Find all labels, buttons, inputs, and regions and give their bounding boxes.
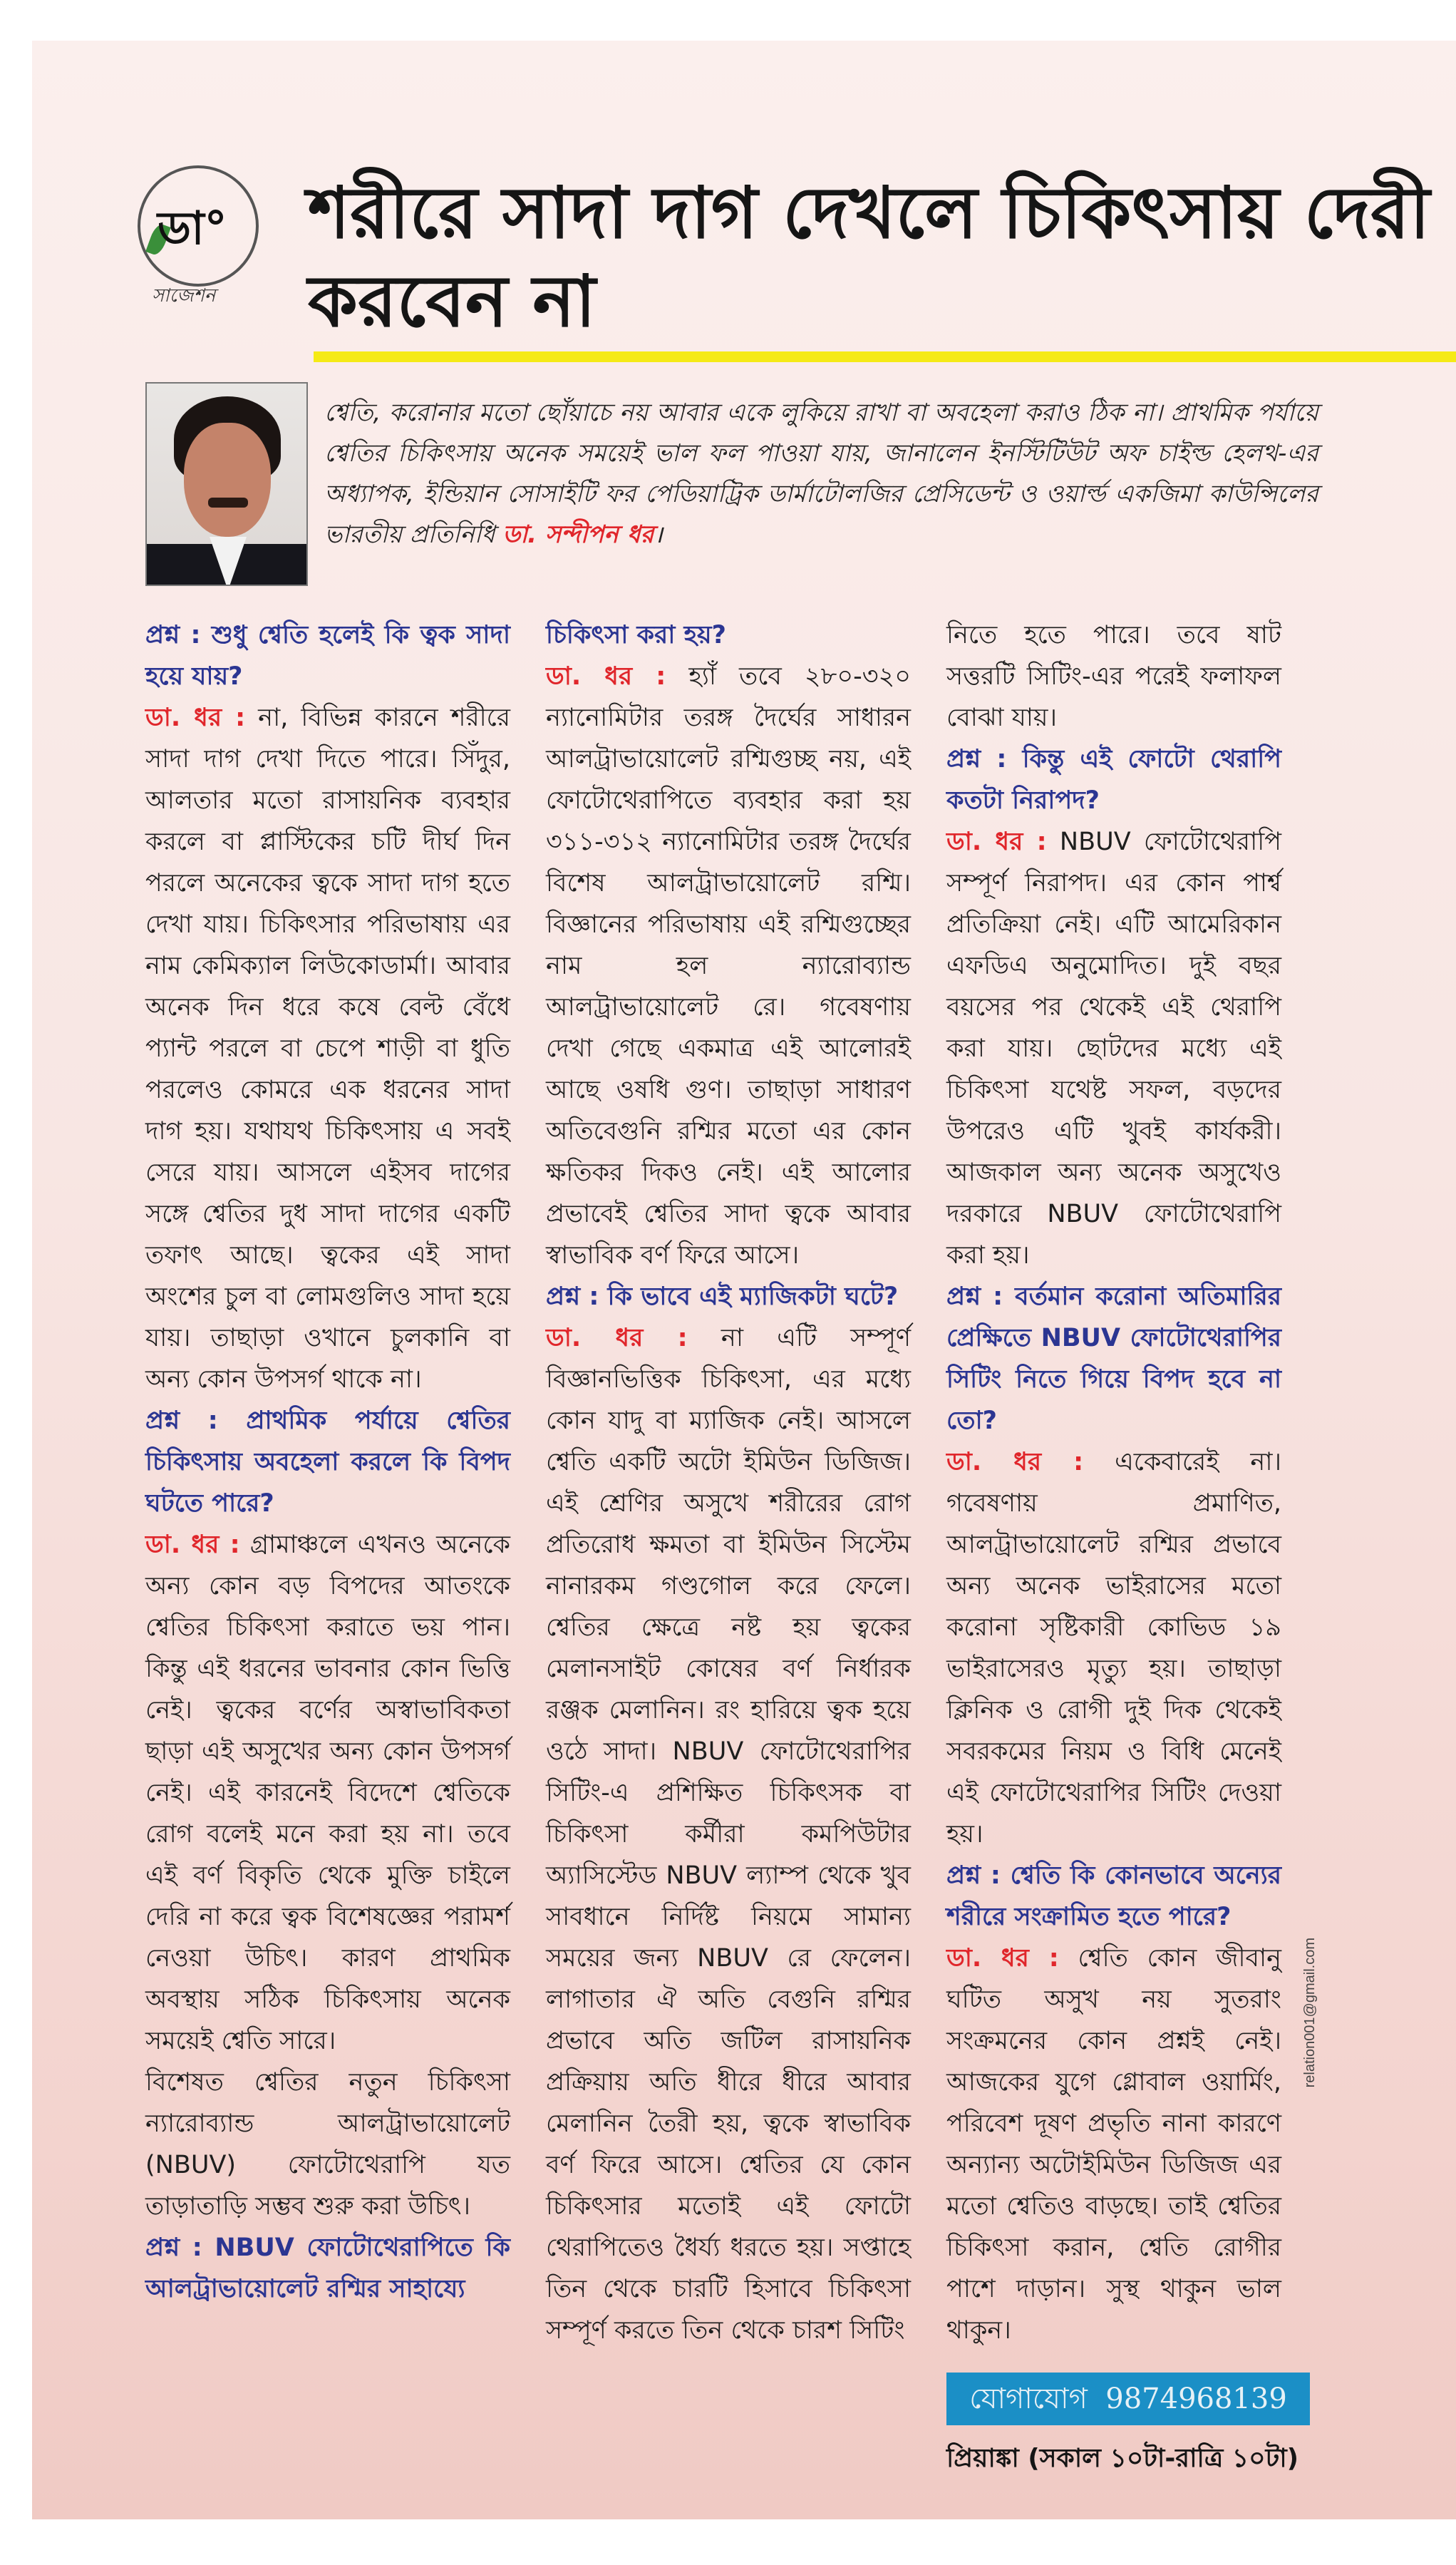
answer-label: ডা. ধর : (946, 828, 1047, 856)
answer (946, 821, 1281, 1276)
contact-label: যোগাযোগ (969, 2382, 1088, 2415)
paragraph (946, 615, 1281, 739)
paragraph (145, 2062, 510, 2227)
answer (946, 1441, 1281, 1855)
column-3 (946, 615, 1324, 2477)
answer (145, 697, 510, 1400)
text: চিকিৎসা করা হয়? (546, 621, 726, 649)
answer (546, 656, 911, 1276)
doctor-photo (145, 382, 308, 586)
answer-label: ডা. ধর : (946, 1448, 1084, 1476)
question (546, 1276, 911, 1317)
intro-section (145, 382, 1456, 586)
answer-label: ডা. ধর : (145, 704, 246, 732)
text: প্রশ্ন : বর্তমান করোনা অতিমারির প্রেক্ষিতে NBUV ফোটোথেরাপির সিটিং নিতে গিয়ে বিপদ হবে না তো? (946, 1282, 1281, 1435)
question (946, 739, 1281, 821)
question (946, 1276, 1281, 1441)
doctor-suggestion-logo (123, 160, 277, 306)
logo-main-text: ডা° (158, 202, 227, 255)
answer (145, 1524, 510, 2062)
contact-phone[interactable]: 9874968139 (1105, 2382, 1287, 2415)
answer-label: ডা. ধর : (546, 1324, 688, 1352)
text: শ্বেতি কোন জীবানু ঘটিত অসুখ নয় সুতরাং সংক্রমনের কোন প্রশ্নই নেই। আজকের যুগে গ্লোবাল ওয়ার্মিং, পরিবেশ দূষণ প্রভৃতি নানা কারণে অন্যান্য অটোইমিউন ডিজিজ এর মতো শ্বেতিও বাড়ছে। তাই শ্বেতির চিকিৎসা করান, শ্বেতি রোগীর পাশে দাড়ান। সুস্থ থাকুন ভাল থাকুন। (946, 1944, 1281, 2345)
article-columns (145, 615, 1456, 2477)
intro-paragraph (324, 393, 1318, 555)
intro-end: । (654, 520, 664, 549)
answer (946, 1938, 1318, 2351)
text: হ্যাঁ তবে ২৮০-৩২০ ন্যানোমিটার তরঙ্গ দৈর্ঘের সাধারন আলট্রাভায়োলেট রশ্মিগুচ্ছ নয়, এই ফোটোথেরাপিতে ব্যবহার করা হয় ৩১১-৩১২ ন্যানোমিটার তরঙ্গ দৈর্ঘের বিশেষ আলট্রাভায়োলেট রশ্মি। বিজ্ঞানের পরিভাষায় এই রশ্মিগুচ্ছের নাম হল ন্যারোব্যান্ড আলট্রাভায়োলেট রে। গবেষণায় দেখা গেছে একমাত্র এই আলোরই আছে ওষধি গুণ। তাছাড়া সাধারণ অতিবেগুনি রশ্মির মতো এর কোন ক্ষতিকর দিকও নেই। এই আলোর প্রভাবেই শ্বেতির সাদা ত্বকে আবার স্বাভাবিক বর্ণ ফিরে আসে। (546, 662, 911, 1270)
text: একেবারেই না। গবেষণায় প্রমাণিত, আলট্রাভায়োলেট রশ্মির প্রভাবে অন্য অনেক ভাইরাসের মতো করোনা সৃষ্টিকারী কোভিড ১৯ ভাইরাসেরও মৃত্যু হয়। তাছাড়া ক্লিনিক ও রোগী দুই দিক থেকেই সবরকমের নিয়ম ও বিধি মেনেই এই ফোটোথেরাপির সিটিং দেওয়া হয়। (946, 1448, 1281, 1849)
headline: শরীরে সাদা দাগ দেখলে চিকিৎসায় দেরী করবেন না (308, 171, 1430, 343)
logo-sub-text: সাজেশন (152, 285, 216, 307)
text: বিশেষত শ্বেতির নতুন চিকিৎসা ন্যারোব্যান্ড আলট্রাভায়োলেট (NBUV) ফোটোথেরাপি যত তাড়াতাড়ি সম্ভব শুরু করা উচিৎ। (145, 2068, 510, 2221)
column-2 (546, 615, 911, 2351)
header (32, 41, 1456, 362)
text: প্রশ্ন : প্রাথমিক পর্যায়ে শ্বেতির চিকিৎসায় অবহেলা করলে কি বিপদ ঘটতে পারে? (145, 1407, 510, 1518)
text: প্রশ্ন : শ্বেতি কি কোনভাবে অন্যের শরীরে সংক্রামিত হতে পারে? (946, 1861, 1281, 1931)
answer-label: ডা. ধর : (145, 1531, 240, 1559)
intro-text: শ্বেতি, করোনার মতো ছোঁয়াচে নয় আবার একে লুকিয়ে রাখা বা অবহেলা করাও ঠিক না। প্রাথমিক পর্যায়ে শ্বেতির চিকিৎসায় অনেক সময়েই ভাল ফল পাওয়া যায়, জানালেন ইনস্টিটিউট অফ চাইল্ড হেলথ-এর অধ্যাপক, ইন্ডিয়ান সোসাইটি ফর পেডিয়াট্রিক ডার্মাটোলজির প্রেসিডেন্ট ও ওয়ার্ল্ড একজিমা কাউন্সিলের ভারতীয় প্রতিনিধি (324, 399, 1318, 549)
contact-hours: প্রিয়াঙ্কা (সকাল ১০টা-রাত্রি ১০টা) (946, 2444, 1299, 2473)
column-1 (145, 615, 510, 2310)
column-3-body (946, 615, 1318, 2351)
text: NBUV ফোটোথেরাপি সম্পূর্ণ নিরাপদ। এর কোন পার্শ্ব প্রতিক্রিয়া নেই। এটি আমেরিকান এফডিএ অনুমোদিত। দুই বছর বয়সের পর থেকেই এই থেরাপি করা যায়। ছোটদের মধ্যে এই চিকিৎসা যথেষ্ট সফল, বড়দের উপরেও এটি খুবই কার্যকরী। আজকাল অন্য অনেক অসুখেও দরকারে NBUV ফোটোথেরাপি করা হয়। (946, 828, 1281, 1270)
text: না, বিভিন্ন কারনে শরীরে সাদা দাগ দেখা দিতে পারে। সিঁদুর, আলতার মতো রাসায়নিক ব্যবহার করলে বা প্লাস্টিকের চটি দীর্ঘ দিন পরলে অনেকের ত্বকে সাদা দাগ হতে দেখা যায়। চিকিৎসার পরিভাষায় এর নাম কেমিক্যাল লিউকোডার্মা। আবার অনেক দিন ধরে কষে বেল্ট বেঁধে প্যান্ট পরলে বা চেপে শাড়ী বা ধুতি পরলেও কোমরে এক ধরনের সাদা দাগ হয়। যথাযথ চিকিৎসায় এ সবই সেরে যায়। আসলে এইসব দাগের সঙ্গে শ্বেতির দুধ সাদা দাগের একটি তফাৎ আছে। ত্বকের এই সাদা অংশের চুল বা লোমগুলিও সাদা হয়ে যায়। তাছাড়া ওখানে চুলকানি বা অন্য কোন উপসর্গ থাকে না। (145, 704, 510, 1394)
doctor-name: ডা. সন্দীপন ধর (502, 520, 654, 549)
question (145, 615, 510, 697)
answer-label: ডা. ধর : (546, 662, 666, 691)
article-page (32, 41, 1456, 2519)
text: না এটি সম্পূর্ণ বিজ্ঞানভিত্তিক চিকিৎসা, এর মধ্যে কোন যাদু বা ম্যাজিক নেই। আসলে শ্বেতি একটি অটো ইমিউন ডিজিজ। এই শ্রেণির অসুখে শরীরের রোগ প্রতিরোধ ক্ষমতা বা ইমিউন সিস্টেম নানারকম গণ্ডগোল করে ফেলে। শ্বেতির ক্ষেত্রে নষ্ট হয় ত্বকের মেলানসাইট কোষের বর্ণ নির্ধারক রঞ্জক মেলানিন। রং হারিয়ে ত্বক হয়ে ওঠে সাদা। NBUV ফোটোথেরাপির সিটিং-এ প্রশিক্ষিত চিকিৎসক বা চিকিৎসা কর্মীরা কমপিউটার অ্যাসিস্টেড NBUV ল্যাম্প থেকে খুব সাবধানে নির্দিষ্ট নিয়মে সামান্য সময়ের জন্য NBUV রে ফেলেন। লাগাতার ঐ অতি বেগুনি রশ্মির প্রভাবে অতি জটিল রাসায়নিক প্রক্রিয়ায় অতি ধীরে ধীরে আবার মেলানিন তৈরী হয়, ত্বকে স্বাভাবিক বর্ণ ফিরে আসে। শ্বেতির যে কোন চিকিৎসার মতোই এই ফোটো থেরাপিতেও ধৈর্য্য ধরতে হয়। সপ্তাহে তিন থেকে চারটি হিসাবে চিকিৎসা সম্পূর্ণ করতে তিন থেকে চারশ সিটিং (546, 1324, 911, 2345)
contact-box (946, 2373, 1310, 2425)
email-watermark: relation001@gmail.com (1302, 1938, 1318, 2088)
text: প্রশ্ন : শুধু শ্বেতি হলেই কি ত্বক সাদা হয়ে যায়? (145, 621, 510, 691)
text: গ্রামাঞ্চলে এখনও অনেকে অন্য কোন বড় বিপদের আতংকে শ্বেতির চিকিৎসা করাতে ভয় পান। কিন্তু এই ধরনের ভাবনার কোন ভিত্তি নেই। ত্বকের বর্ণের অস্বাভাবিকতা ছাড়া এই অসুখের অন্য কোন উপসর্গ নেই। এই কারনেই বিদেশে শ্বেতিকে রোগ বলেই মনে করা হয় না। তবে এই বর্ণ বিকৃতি থেকে মুক্তি চাইলে দেরি না করে ত্বক বিশেষজ্ঞের পরামর্শ নেওয়া উচিৎ। কারণ প্রাথমিক অবস্থায় সঠিক চিকিৎসায় অনেক সময়েই শ্বেতি সারে। (145, 1531, 510, 2055)
answer (546, 1317, 911, 2351)
text: প্রশ্ন : কিন্তু এই ফোটো থেরাপি কতটা নিরাপদ? (946, 745, 1281, 815)
question (946, 1855, 1281, 1938)
text: নিতে হতে পারে। তবে ষাট সত্তরটি সিটিং-এর পরেই ফলাফল বোঝা যায়। (946, 621, 1281, 732)
answer-label: ডা. ধর : (946, 1944, 1059, 1973)
text: প্রশ্ন : কি ভাবে এই ম্যাজিকটা ঘটে? (546, 1282, 899, 1311)
headline-rule (314, 351, 1456, 362)
question (145, 2227, 510, 2310)
text: প্রশ্ন : NBUV ফোটোথেরাপিতে কি আলট্রাভায়োলেট রশ্মির সাহায্যে (145, 2234, 510, 2303)
question (546, 615, 911, 656)
question (145, 1400, 510, 1524)
